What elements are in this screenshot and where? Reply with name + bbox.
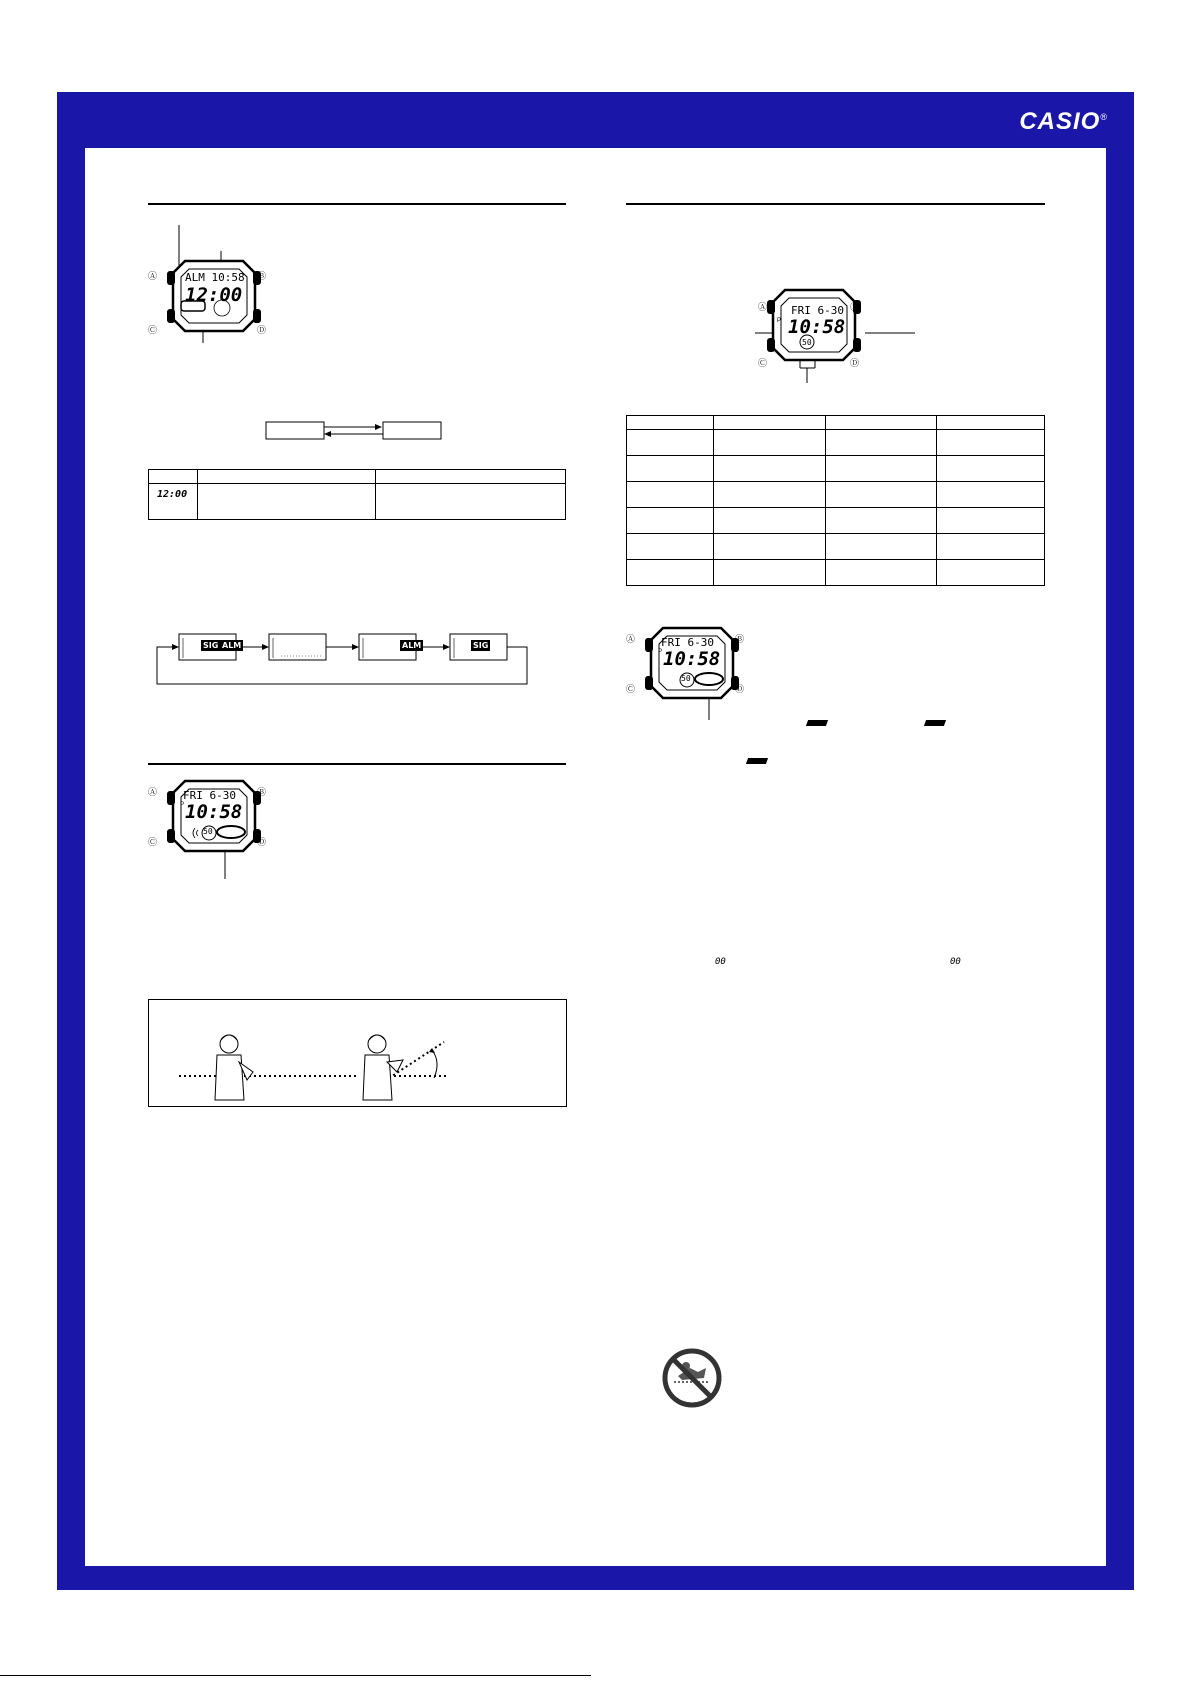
alarm-display-top: ALM 10:58: [185, 271, 245, 284]
table-cell: [937, 560, 1045, 586]
alm-indicator-tag: ALM: [222, 641, 242, 650]
button-a-label: Ⓐ: [148, 788, 158, 798]
sig-indicator-tag: SIG: [203, 641, 219, 650]
button-a-label: Ⓐ: [148, 272, 158, 282]
table-cell: [826, 534, 937, 560]
day-date-display: FRI 6-30: [183, 789, 236, 802]
table-header-cell: [149, 470, 198, 484]
main-time-display: 10:58: [185, 801, 243, 823]
main-time-display: 10:58: [663, 648, 721, 670]
section-rule-right: [626, 203, 1045, 205]
manual-page: [85, 148, 1106, 1566]
table-cell: [627, 508, 714, 534]
table-cell: [937, 430, 1045, 456]
section-rule-light: [148, 763, 566, 765]
table-cell: [937, 482, 1045, 508]
table-header-cell: [198, 470, 376, 484]
pm-indicator: P: [777, 318, 782, 324]
button-d-label: Ⓓ: [257, 326, 267, 336]
day-date-display: FRI 6-30: [791, 304, 844, 317]
timekeeping-watch-illustration: [755, 288, 915, 388]
logo-text: CASIO: [1019, 108, 1101, 135]
blank-digits-mark: 00: [715, 957, 726, 967]
table-cell: [826, 508, 937, 534]
table-header-cell: [714, 416, 826, 430]
table-header-cell: [937, 416, 1045, 430]
button-a-label: Ⓐ: [626, 635, 636, 645]
table-cell: [714, 508, 826, 534]
table-cell: [937, 534, 1045, 560]
button-d-label: Ⓓ: [850, 359, 860, 369]
table-cell: [627, 456, 714, 482]
pm-indicator: P: [180, 802, 185, 808]
button-b-label: Ⓑ: [257, 788, 267, 798]
footer-rule: [0, 1675, 591, 1676]
table-cell-display: [149, 484, 198, 520]
table-cell: [714, 560, 826, 586]
alarm-display-time: 12:00: [185, 284, 243, 306]
table-cell: [826, 560, 937, 586]
button-c-label: Ⓒ: [758, 359, 768, 369]
table-cell: [627, 430, 714, 456]
table-cell: [937, 456, 1045, 482]
button-a-label: Ⓐ: [758, 303, 768, 313]
table-header-cell: [826, 416, 937, 430]
alarm-toggle-flow: [265, 420, 445, 450]
table-cell: [714, 456, 826, 482]
world-time-table: [626, 415, 1045, 586]
alm-indicator-tag: ALM: [402, 641, 422, 650]
auto-light-illustration-box: [148, 999, 567, 1107]
table-cell: [714, 430, 826, 456]
button-c-label: Ⓒ: [148, 326, 158, 336]
sig-indicator-tag: SIG: [473, 641, 489, 650]
auto-light-indicator-icon: [746, 758, 768, 764]
table-cell: [627, 482, 714, 508]
registered-mark: ®: [1100, 112, 1108, 122]
table-cell: [714, 534, 826, 560]
button-c-label: Ⓒ: [148, 838, 158, 848]
blank-digits-mark: 00: [950, 957, 961, 967]
pm-indicator: P: [658, 649, 663, 655]
button-d-label: Ⓓ: [257, 838, 267, 848]
button-b-label: Ⓑ: [850, 303, 860, 313]
table-cell: [376, 484, 566, 520]
table-header-cell: [627, 416, 714, 430]
seconds-display: 50: [681, 674, 691, 683]
table-cell: [826, 430, 937, 456]
seconds-display: 50: [802, 338, 812, 347]
table-cell: [714, 482, 826, 508]
button-b-label: Ⓑ: [735, 635, 745, 645]
table-cell: [826, 482, 937, 508]
table-cell: [198, 484, 376, 520]
table-cell: [627, 534, 714, 560]
auto-light-indicator-icon: [924, 720, 946, 726]
alarm-setting-table: [148, 469, 566, 520]
display-time-glyph: 12:00: [157, 489, 188, 500]
button-d-label: Ⓓ: [735, 685, 745, 695]
no-driving-warning-icon: [660, 1346, 724, 1410]
table-cell: [937, 508, 1045, 534]
wrist-tilt-illustration: [149, 1000, 566, 1106]
button-c-label: Ⓒ: [626, 685, 636, 695]
table-cell: [826, 456, 937, 482]
button-b-label: Ⓑ: [257, 272, 267, 282]
section-rule-alarm: [148, 203, 566, 205]
casio-logo: [1019, 108, 1108, 136]
main-time-display: 10:58: [788, 316, 846, 338]
seconds-display: 50: [203, 827, 213, 836]
table-cell: [627, 560, 714, 586]
auto-light-indicator-icon: [806, 720, 828, 726]
day-date-display: FRI 6-30: [661, 636, 714, 649]
table-header-cell: [376, 470, 566, 484]
